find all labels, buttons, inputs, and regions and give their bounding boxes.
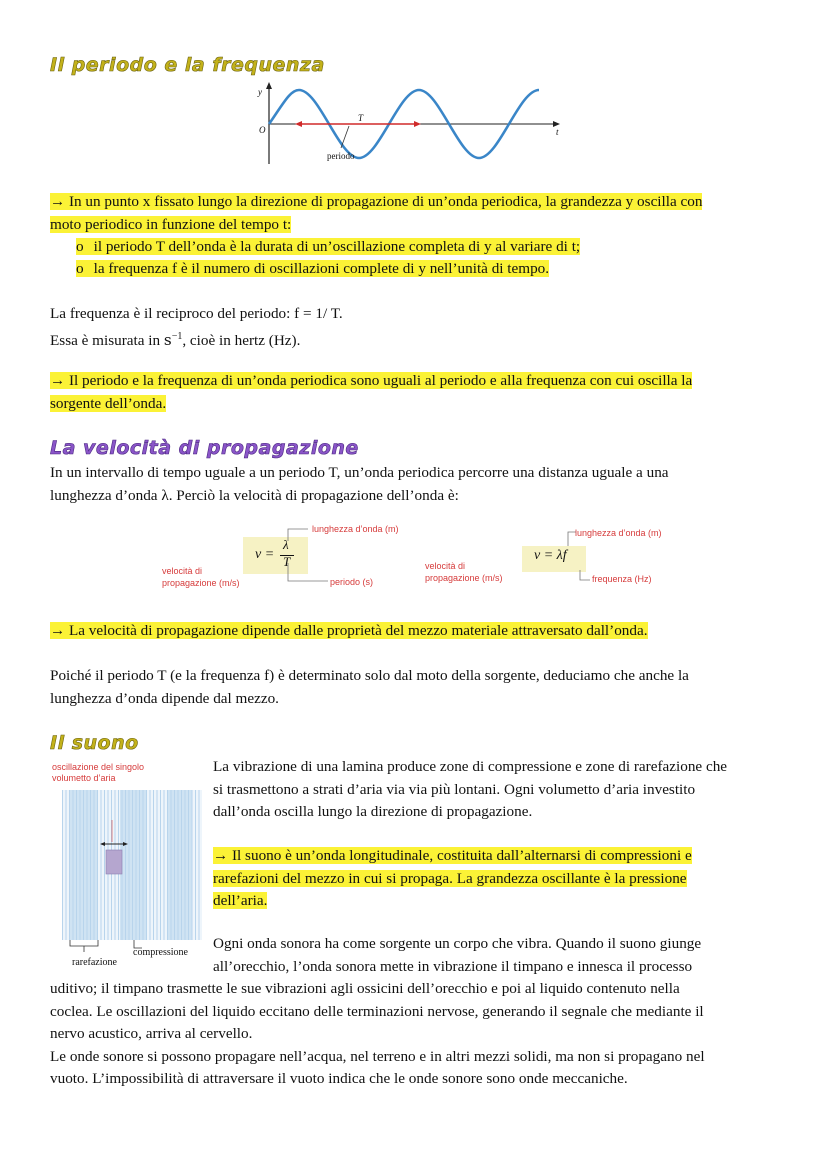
s3-paragraph-1: La vibrazione di una lamina produce zone di compressione e zone di rarefazione che si trasmettono a strati d’aria via via più lontani. Ogni volumetto d’aria investito dall’onda oscilla lungo la direzione di propagazione.: [213, 758, 728, 820]
period-arrowhead-right: [414, 121, 421, 127]
formula-1-lhs: v =: [255, 547, 275, 562]
air-volume: [106, 850, 122, 874]
formula-1-T-label: periodo (s): [330, 577, 374, 587]
s2-medium: [50, 620, 648, 643]
s1-intro-line1: → In un punto x fissato lungo la direzione di propagazione di un’onda periodica, la grandezza y oscilla con: [50, 193, 703, 210]
formula-1-leader-lines: [250, 525, 370, 585]
s2-medium-text: → La velocità di propagazione dipende dalle proprietà del mezzo materiale attraversato dall’onda.: [50, 622, 648, 639]
s1-source-line2: sorgente dell’onda.: [50, 394, 167, 412]
bullet-1-text: il periodo T dell’onda è la durata di un’oscillazione completa di y al variare di t;: [93, 238, 581, 255]
s2-conclusion: [50, 665, 689, 710]
period-arrowhead-left: [295, 121, 302, 127]
s2-intro-line2: lunghezza d’onda λ. Perciò la velocità di propagazione dell’onda è:: [50, 486, 459, 504]
s1-bullet-1: [76, 236, 580, 259]
s1-source: [50, 370, 692, 415]
graph-y-label: y: [258, 87, 262, 97]
unit-s: s: [163, 330, 172, 349]
formula-2-v-label: velocità di propagazione (m/s): [425, 561, 503, 583]
frequency-line1: La frequenza è il reciproco del periodo: f = 1/ T.: [50, 305, 343, 322]
formula-1-numerator: λ: [283, 537, 289, 552]
formula-2-f-label: frequenza (Hz): [592, 574, 652, 584]
s3-paragraph-2a: Ogni onda sonora ha come sorgente un corpo che vibra. Quando il suono giunge all’orecchio, l’onda sonora mette in vibrazione il timpano e innesca il processo: [213, 935, 702, 975]
s1-frequency: [50, 303, 343, 352]
fig-oscillation-label: oscillazione del singolo volumetto d’aria: [52, 762, 145, 783]
s3-paragraph-2b: uditivo; il timpano trasmette le sue vibrazioni agli ossicini dell’orecchio e poi al liquido contenuto nella coclea. Le oscillazioni del liquido eccitano delle terminazioni nervose, generando il segnale che mediante il nervo acustico, arriva al cervello. Le onde sonore si possono propagare nell’acqua, nel terreno e in altri mezzi solidi, ma non si propagano nel vuoto. L’impossibilità di attraversare il vuoto indica che le onde sonore sono onde meccaniche.: [50, 980, 705, 1087]
s3-highlight: → Il suono è un’onda longitudinale, costituita dall’alternarsi di compressioni e rarefazioni del mezzo in cui si propaga. La grandezza oscillante è la pressione dell’aria.: [213, 847, 692, 909]
s1-intro: [50, 191, 702, 236]
formula-2-lambda-label: lunghezza d’onda (m): [575, 528, 662, 538]
wave-graph: [255, 80, 565, 170]
sound-wave-figure: [62, 780, 207, 955]
formula-2-expression: v = λf: [534, 548, 567, 563]
bullet-marker: o: [76, 238, 94, 255]
section-title-periodo: Il periodo e la frequenza: [50, 54, 325, 76]
s2-intro: [50, 462, 669, 507]
section-title-suono: Il suono: [50, 732, 139, 754]
period-pointer: [341, 126, 349, 148]
bullet-2-text: la frequenza f è il numero di oscillazioni complete di y nell’unità di tempo.: [93, 260, 550, 277]
formula-1-lambda-label: lunghezza d’onda (m): [312, 524, 399, 534]
graph-period-marker: T: [358, 113, 364, 123]
s1-bullet-2: [76, 258, 549, 281]
graph-period-label: periodo: [327, 151, 355, 161]
fig-rarefazione-label: rarefazione: [72, 957, 117, 968]
s2-conclusion-line2: lunghezza d’onda dipende dal mezzo.: [50, 689, 279, 707]
graph-t-label: t: [556, 127, 559, 137]
fig-compressione-label: compressione: [133, 947, 188, 958]
s2-intro-line1: In un intervallo di tempo uguale a un periodo T, un’onda periodica percorre una distanza uguale a una: [50, 464, 669, 481]
graph-origin-label: O: [259, 125, 266, 135]
s1-source-line1: → Il periodo e la frequenza di un’onda periodica sono uguali al periodo e alla frequenza con cui oscilla la: [50, 372, 693, 389]
bullet-marker: o: [76, 260, 94, 277]
y-axis-arrow: [266, 82, 272, 89]
unit-exponent: −1: [171, 330, 183, 342]
formula-1-v-label: velocità di propagazione (m/s): [162, 566, 240, 588]
formula-1-denominator: T: [283, 554, 291, 569]
frequency-line2: Essa è misurata in $s^{-1}$, cioè in hertz (Hz).: [50, 330, 301, 349]
s1-intro-line2: moto periodico in funzione del tempo t:: [50, 215, 292, 233]
section-title-velocita: La velocità di propagazione: [50, 437, 359, 459]
s2-conclusion-line1: Poiché il periodo T (e la frequenza f) è determinato solo dal moto della sorgente, deduciamo che anche la: [50, 667, 689, 684]
